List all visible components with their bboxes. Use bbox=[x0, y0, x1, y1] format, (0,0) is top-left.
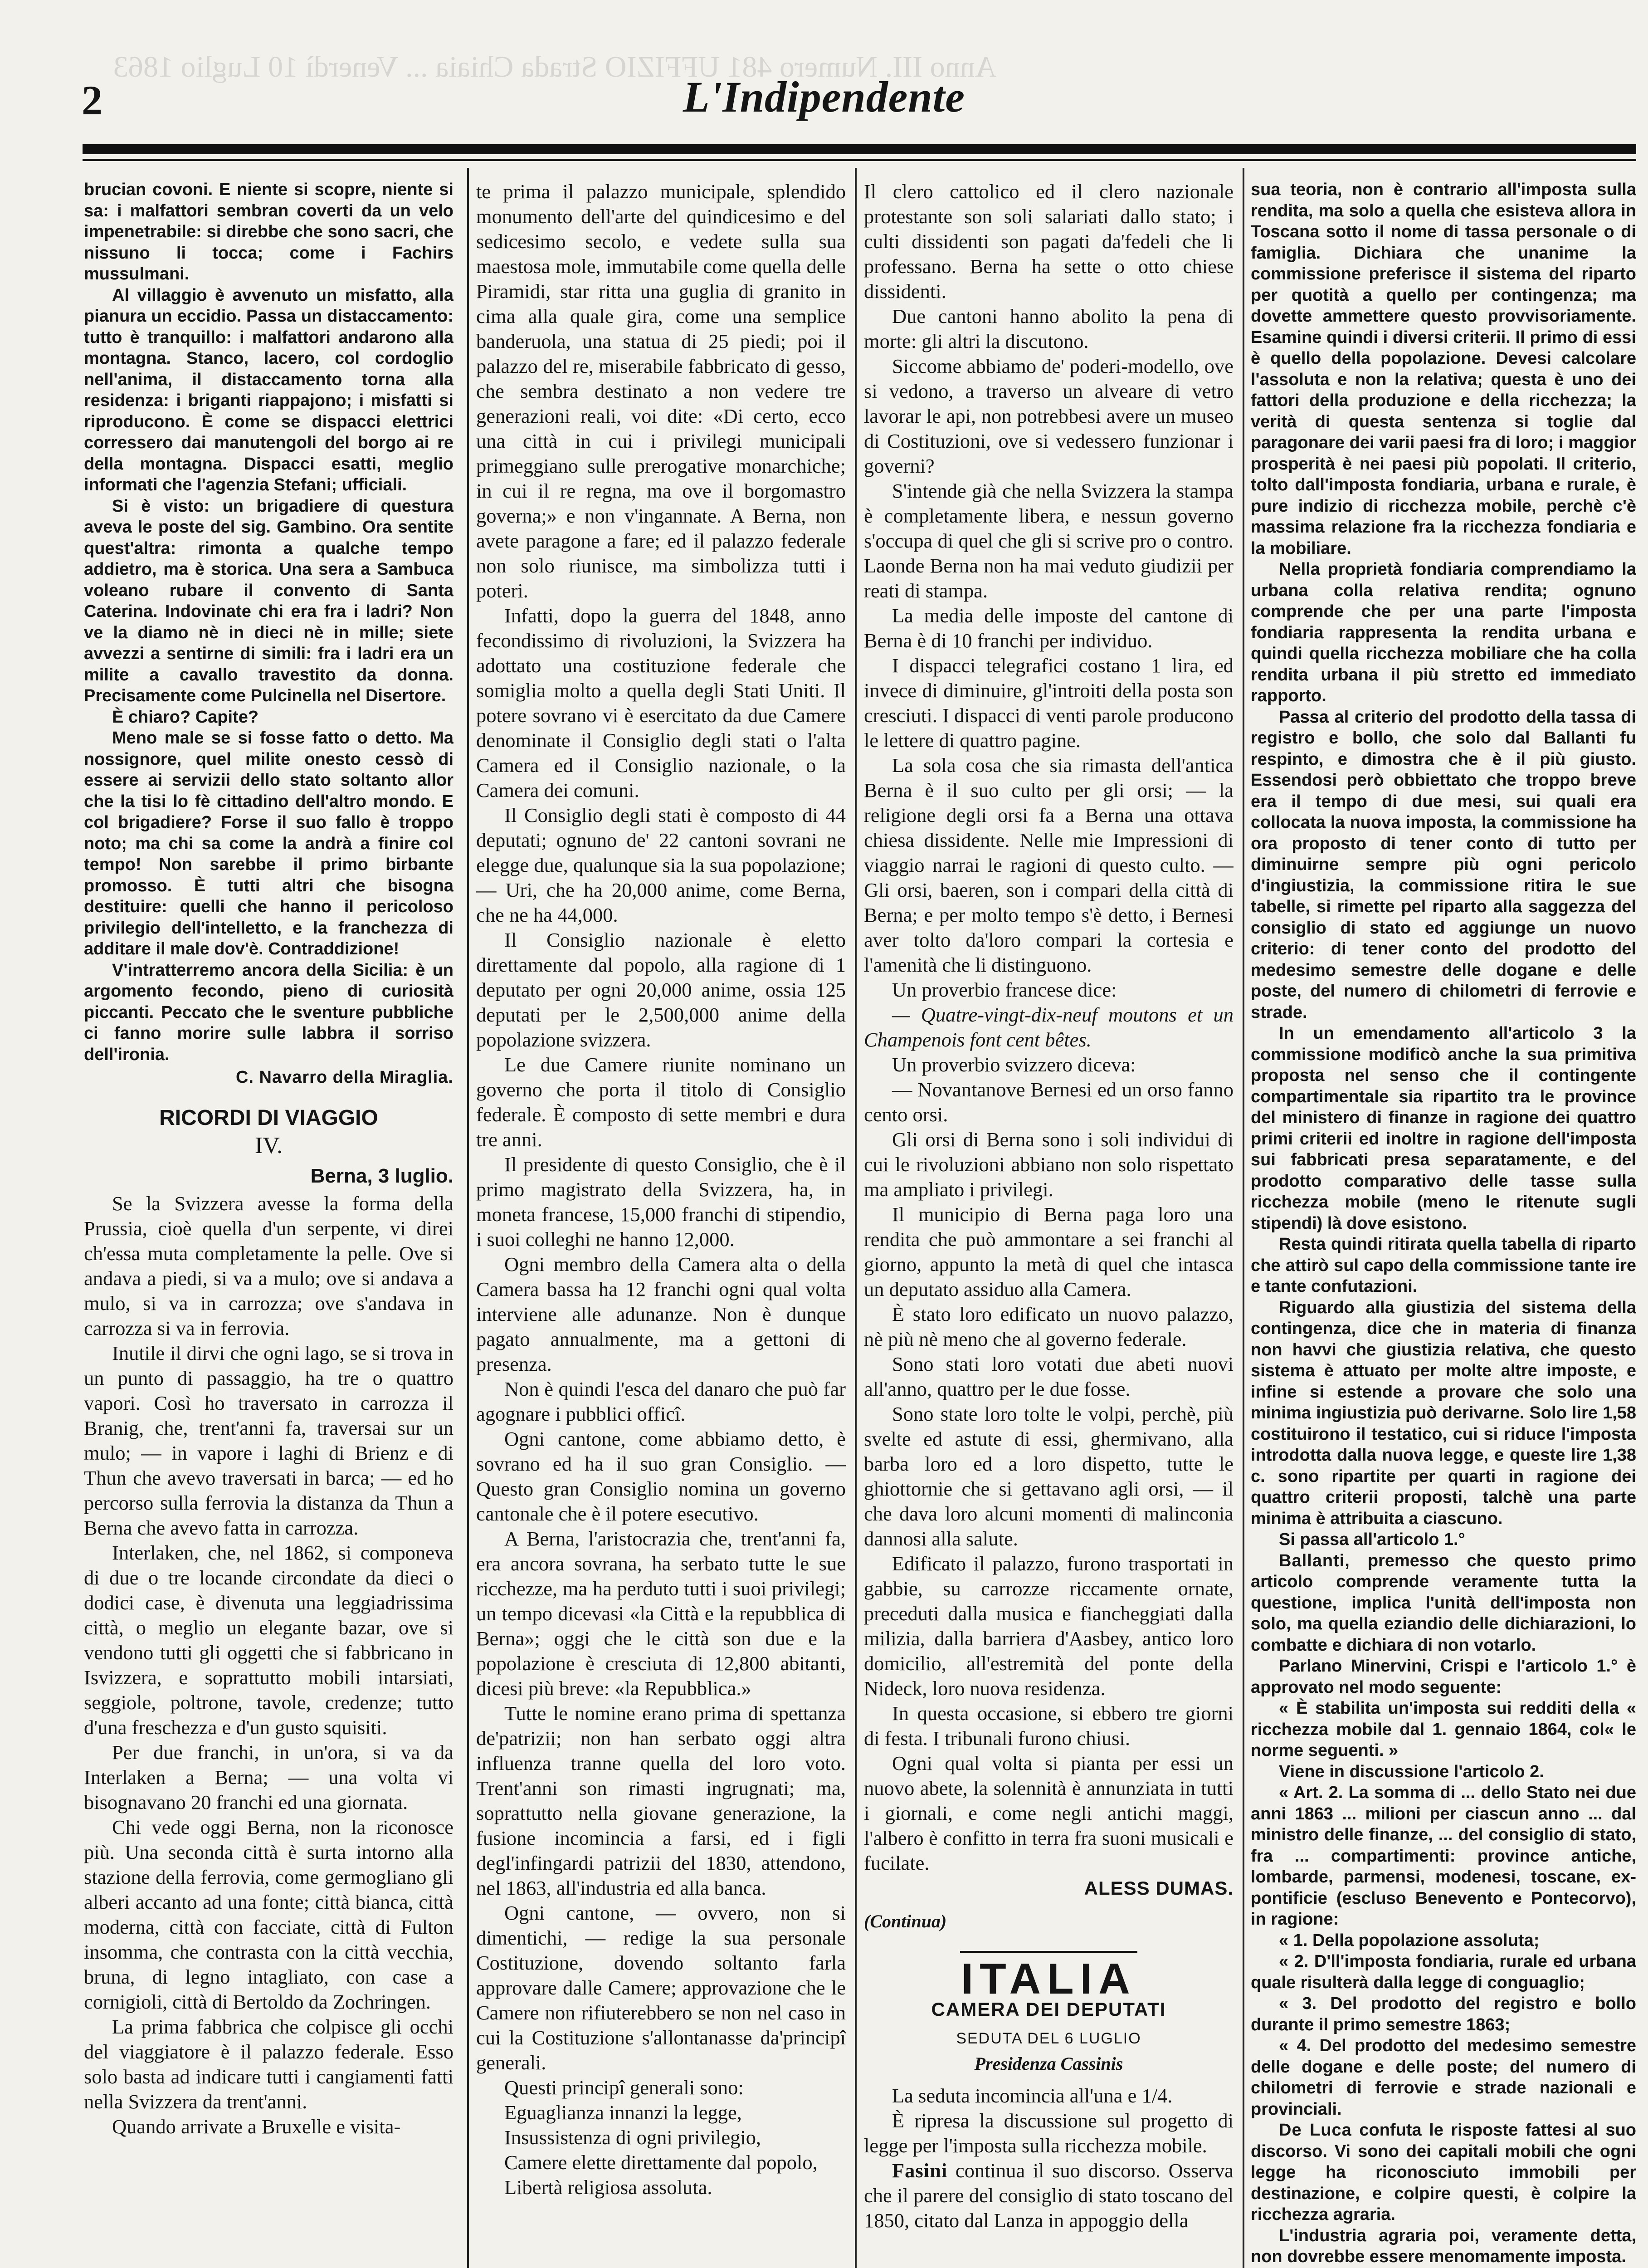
author-signature: ALESS DUMAS. bbox=[1084, 1877, 1234, 1899]
paragraph: È chiaro? Capite? bbox=[112, 707, 259, 727]
speaker-name: Fasini bbox=[892, 2159, 948, 2182]
paragraph: Nella proprietà fondiaria comprendiamo la urbana colla relativa rendita; ognuno comprende che per una parte l'imposta fondiaria rappresenta la rendita urbana e quindi quella ricchezza mobiliare che ha colla rendita urbana il più stretto ed immediato rapporto. bbox=[1251, 560, 1636, 705]
seduta-heading: SEDUTA DEL 6 LUGLIO bbox=[956, 2030, 1141, 2047]
paragraph: Gli orsi di Berna sono i soli individui di cui le rivoluzioni abbiano non solo rispettato ma ampliato i privilegi. bbox=[864, 1128, 1234, 1201]
column-1 bbox=[84, 179, 453, 2268]
paragraph: Libertà religiosa assoluta. bbox=[504, 2176, 712, 2199]
quote-swiss-proverb: — Novantanove Bernesi ed un orso fanno cento orsi. bbox=[864, 1078, 1234, 1126]
paragraph: Infatti, dopo la guerra del 1848, anno fecondissimo di rivoluzioni, la Svizzera ha adottato una costituzione federale che somiglia molto a quella degli Stati Uniti. Il potere sovrano vi è esercitato da due Camere denominate il Consiglio degli stati o l'alta Camera ed il Consiglio nazionale, o la Camera dei comuni. bbox=[476, 604, 846, 802]
paragraph: Viene in discussione l'articolo 2. bbox=[1279, 1762, 1544, 1781]
presidenza-heading: Presidenza Cassinis bbox=[974, 2053, 1123, 2074]
article-quote: « Art. 2. La somma di ... dello Stato nei due anni 1863 ... milioni per ciascun anno ... dal ministro delle finanze, ... del consiglio di stato, fra ... compartimenti: province antiche, lombarde, parmensi, modenesi, toscane, ex-pontificie (escluso Benevento e Pontecorvo), in ragione: bbox=[1251, 1783, 1636, 1929]
article-quote: « È stabilita un'imposta sui redditi della « ricchezza mobile dal 1. gennaio 1864, col« le norme seguenti. » bbox=[1251, 1699, 1636, 1760]
section-number: IV. bbox=[254, 1133, 283, 1158]
paragraph: Al villaggio è avvenuto un misfatto, alla pianura un eccidio. Passa un distaccamento: tutto è tranquillo: i malfattori andarono alla montagna. Stanco, lacero, col cordoglio nell'anima, il distaccamento torna alla residenza: i briganti riappajono; i misfatti si riproducono. È come se dispacci elettrici corressero dai manutengoli del borgo ai re della montagna. Dispacci esatti, meglio informati che l'agenzia Stefani; ufficiali. bbox=[84, 285, 453, 494]
paragraph: In questa occasione, si ebbero tre giorni di festa. I tribunali furono chiusi. bbox=[864, 1702, 1234, 1750]
paragraph: Ogni cantone, come abbiamo detto, è sovrano ed ha il suo gran Consiglio. — Questo gran Consiglio nomina un governo cantonale che è il potere esecutivo. bbox=[476, 1427, 846, 1525]
paragraph: L'industria agraria poi, veramente detta, non dovrebbe essere menomamente imposta. bbox=[1251, 2226, 1636, 2266]
column-divider bbox=[855, 168, 857, 2268]
paragraph: La media delle imposte del cantone di Berna è di 10 franchi per individuo. bbox=[864, 604, 1234, 652]
quote-french-proverb: — Quatre-vingt-dix-neuf moutons et un Champenois font cent bêtes. bbox=[864, 1003, 1234, 1051]
list-item: « 3. Del prodotto del registro e bollo durante il primo semestre 1863; bbox=[1251, 1994, 1636, 2034]
section-title: RICORDI DI VIAGGIO bbox=[159, 1106, 378, 1130]
list-item: « 2. D'll'imposta fondiaria, rurale ed urbana quale risulterà dalla legge di conguaglio; bbox=[1251, 1952, 1636, 1992]
speaker-name: Ballanti, bbox=[1279, 1551, 1350, 1570]
paragraph: Sono state loro tolte le volpi, perchè, più svelte ed astute di essi, ghermivano, alla barba loro ed a loro dispetto, tutte le ghiottornie che si gettavano agli orsi, — il che dava loro alcuni momenti di malinconia dannosi alla salute. bbox=[864, 1403, 1234, 1550]
paragraph: Parlano Minervini, Crispi e l'articolo 1.° è approvato nel modo seguente: bbox=[1251, 1657, 1636, 1697]
continua-label: (Continua) bbox=[864, 1911, 947, 1931]
paragraph: Il presidente di questo Consiglio, che è il primo magistrato della Svizzera, ha, in moneta francese, 15,000 franchi di stipendio, i suoi colleghi ne hanno 12,000. bbox=[476, 1153, 846, 1251]
paragraph: De Luca confuta le risposte fattesi al suo discorso. Vi sono dei capitali mobili che ogni legge ha riconosciuto immobili per destinazione, e colpire questi, è colpire la ricchezza agraria. bbox=[1251, 2121, 1636, 2224]
paragraph: Per due franchi, in un'ora, si va da Interlaken a Berna; — una volta vi bisognavano 20 franchi ed una giornata. bbox=[84, 1741, 453, 1813]
paragraph: Si passa all'articolo 1.° bbox=[1279, 1530, 1465, 1549]
speaker-name: De Luca bbox=[1279, 2121, 1352, 2140]
paragraph: Passa al criterio del prodotto della tassa di registro e bollo, che solo dal Ballanti fu respinto, e dimostra che è il più giusto. Essendosi però obbiettato che troppo breve era il tempo di due mesi, sui quali era collocata la nuova imposta, la commissione ha ora proposto di tener conto di tutto per diminuirne sempre più ogni pericolo d'ingiustizia, la commissione ritira le sue tabelle, si rimette pel riparto alla saggezza del consiglio di stato ed aggiunge un nuovo criterio: di tener conto del prodotto del medesimo semestre delle dogane e delle poste, del numero di chilometri di ferrovie e strade. bbox=[1251, 707, 1636, 1022]
paragraph: È stato loro edificato un nuovo palazzo, nè più nè meno che al governo federale. bbox=[864, 1303, 1234, 1350]
paragraph: Le due Camere riunite nominano un governo che porta il titolo di Consiglio federale. È composto di sette membri e dura tre anni. bbox=[476, 1053, 846, 1151]
paragraph: Il municipio di Berna paga loro una rendita che può ammontare a sei franchi al giorno, appunto la metà di quel che intasca un deputato assiduo alla Camera. bbox=[864, 1203, 1234, 1300]
paragraph: S'intende già che nella Svizzera la stampa è completamente libera, e nessun governo s'occupa di quel che gli si scrive pro o contro. Laonde Berna non ha mai veduto giudizii per reati di stampa. bbox=[864, 479, 1234, 602]
paragraph: Se la Svizzera avesse la forma della Prussia, cioè quella d'un serpente, vi direi ch'essa muta completamente la pelle. Ove si andava a piedi, si va a mulo; ove si andava a mulo, si va in carrozza; ove s'andava in carrozza si va in ferrovia. bbox=[84, 1192, 453, 1339]
column-3 bbox=[864, 179, 1234, 2268]
paragraph: Siccome abbiamo de' poderi-modello, ove si vedono, a traverso un alveare di vetro lavorar le api, non potrebbesi avere un museo di Costituzioni, ove si vedessero funzionar i governi? bbox=[864, 355, 1234, 477]
column-2 bbox=[476, 179, 846, 2268]
column-divider bbox=[1243, 168, 1244, 2268]
author-signature: C. Navarro della Miraglia. bbox=[235, 1068, 453, 1087]
paragraph: Ogni qual volta si pianta per essi un nuovo abete, la solennità è annunziata in tutti i giornali, e come negli antichi maggi, l'albero è confitto in terra fra suoni musicali e fucilate. bbox=[864, 1752, 1234, 1874]
column-divider bbox=[467, 168, 469, 2268]
paragraph: Quando arrivate a Bruxelle e visita- bbox=[112, 2115, 401, 2138]
sicily-article bbox=[84, 179, 453, 1065]
divider bbox=[960, 1951, 1137, 1953]
list-item: « 1. Della popolazione assoluta; bbox=[1279, 1931, 1540, 1950]
paragraph: Interlaken, che, nel 1862, si componeva di due o tre locande circondate da dieci o dodici case, è divenuta una leggiadrissima città, o meglio un elegante bazar, ove si vendono tutti gli oggetti che si fabbricano in Isvizzera, e soprattutto mobili intarsiati, seggiole, poltrone, tavole, credenze; tutto d'una freschezza e d'un gusto squisiti. bbox=[84, 1541, 453, 1739]
paragraph: Chi vede oggi Berna, non la riconosce più. Una seconda città è surta intorno alla stazione della ferrovia, come germogliano gli alberi accanto ad una fonte; città bianca, città moderna, città con facciate, città di Fulton insomma, che contrasta con la città vecchia, bruna, di legno intagliato, con case a cornigioli, città di Bertoldo da Zochringen. bbox=[84, 1816, 453, 2013]
paragraph: Ogni membro della Camera alta o della Camera bassa ha 12 franchi ogni qual volta interviene alle adunanze. Non è dunque pagato annualmente, ma a gettoni di presenza. bbox=[476, 1253, 846, 1375]
paragraph: Ogni cantone, — ovvero, non si dimentichi, — redige la sua personale Costituzione, dovendo soltanto farla approvare dalle Camere; approvazione che le Camere non rifiuterebbero se non nel caso in cui la Costituzione s'allontanasse da'principî generali. bbox=[476, 1901, 846, 2074]
paragraph: Eguaglianza innanzi la legge, bbox=[504, 2101, 742, 2124]
paragraph: te prima il palazzo municipale, splendido monumento dell'arte del quindicesimo e del sedicesimo secolo, e vedete sulla sua maestosa mole, immutabile come quella delle Piramidi, star ritta una guglia di granito in cima alla quale gira, come una semplice banderuola, una statua di 25 piedi; poi il palazzo del re, miserabile fabbricato di gesso, che sembra destinato a non vedere tre generazioni reali, voi dite: «Di certo, ecco una città in cui i privilegi municipali primeggiano sulle prerogative monarchiche; in cui il re regna, ma ove il borgomastro governa;» e non v'ingannate. A Berna, non avete paragone a fare; ed il palazzo federale non solo riunisce, ma simbolizza tutti i poteri. bbox=[476, 180, 846, 602]
paragraph: Insussistenza di ogni privilegio, bbox=[504, 2126, 761, 2149]
paragraph: Camere elette direttamente dal popolo, bbox=[504, 2151, 818, 2174]
paragraph: A Berna, l'aristocrazia che, trent'anni fa, era ancora sovrana, ha serbato tutte le sue ricchezze, ma ha perduto tutti i suoi privilegi; un tempo dicevasi «la Città e la repubblica di Berna»; oggi che le città son due e la popolazione è cresciuta di 12,800 abitanti, dicesi più breve: «la Repubblica.» bbox=[476, 1527, 846, 1700]
paragraph: Edificato il palazzo, furono trasportati in gabbie, su carrozze riccamente ornate, preceduti dalla musica e fiancheggiati dalla milizia, dalla barriera d'Aasbey, antico loro domicilio, all'estremità del ponte della Nideck, loro nuova residenza. bbox=[864, 1552, 1234, 1700]
paragraph: Riguardo alla giustizia del sistema della contingenza, dice che in materia di finanza non havvi che giustizia relativa, che questo sistema è attuato per molte altre imposte, e infine si estende a provare che solo una minima ingiustizia può derivarne. Solo lire 1,58 costituirono il testatico, cui si riduce l'imposta introdotta dalla nuova legge, e queste lire 1,38 c. sono ripartite per quarti in ragione dei quattro criterii proposti, talchè una parte minima è attribuita a ciascuno. bbox=[1251, 1298, 1636, 1528]
paragraph: Tutte le nomine erano prima di spettanza de'patrizii; non han serbato oggi altra influenza tranne quella del loro voto. Trent'anni son rimasti ingrugnati; ma, soprattutto nella giovane generazione, la fusione incomincia a farsi, ed i figli degl'infingardi patrizii del 1830, attendono, nel 1863, all'industria ed alla banca. bbox=[476, 1702, 846, 1899]
paragraph: Inutile il dirvi che ogni lago, se si trova in un punto di passaggio, ha tre o quattro vapori. Così ho traversato in carrozza il Branig, che, trent'anni fa, traversai sur un mulo; — in vapore i laghi di Brienz e di Thun che avevo traversati in barca; — ed ho percorso sulla ferrovia la distanza da Thun a Berna che avevo fatta in carrozza. bbox=[84, 1342, 453, 1539]
paragraph: La seduta incomincia all'una e 1/4. bbox=[892, 2084, 1173, 2107]
paragraph: Si è visto: un brigadiere di questura aveva le poste del sig. Gambino. Ora sentite quest'altra: rimonta a qualche tempo addietro, ma è storica. Una sera a Sambuca voleano rubare il convento di Santa Caterina. Indovinate chi era fra i ladri? Non ve la diamo nè in dieci nè in mille; siete avvezzi a sentirne di simili: fra i ladri era un milite a cavallo travestito da donna. Precisamente come Pulcinella nel Disertore. bbox=[84, 496, 453, 705]
camera-heading: CAMERA DEI DEPUTATI bbox=[931, 1999, 1166, 2020]
paragraph: Il Consiglio nazionale è eletto direttamente dal popolo, alla ragione di 1 deputato per ogni 20,000 anime, ossia 125 deputati per le 2,500,000 anime della popolazione svizzera. bbox=[476, 929, 846, 1051]
paragraph: Fasini continua il suo discorso. Osserva che il parere del consiglio di stato toscano del 1850, citato dal Lanza in appoggio della bbox=[864, 2159, 1234, 2232]
page-number: 2 bbox=[82, 77, 102, 123]
header-rule-thin bbox=[83, 159, 1636, 161]
paragraph: Questi principî generali sono: bbox=[504, 2076, 744, 2099]
section-heading-italia: ITALIA bbox=[961, 1955, 1136, 2003]
paragraph: Un proverbio svizzero diceva: bbox=[892, 1053, 1136, 1076]
paragraph: La sola cosa che sia rimasta dell'antica Berna è il suo culto per gli orsi; — la religione degli orsi fa a Berna una ottava chiesa dissidente. Nelle mie Impressioni di viaggio narrai le ragioni di questo culto. — Gli orsi, baeren, son i compari della città di Berna; e per molto tempo s'è detto, i Bernesi aver tolto da'loro compari la cortesia e l'amenità che li distinguono. bbox=[864, 754, 1234, 976]
column-4 bbox=[1251, 179, 1636, 2268]
paragraph: V'intratterremo ancora della Sicilia: è un argomento fecondo, pieno di curiosità piccanti. Peccato che le sventure pubbliche ci fanno morire sulle labbra il sorriso dell'ironia. bbox=[84, 960, 453, 1064]
paragraph: sua teoria, non è contrario all'imposta sulla rendita, ma solo a quella che esisteva allora in Toscana sotto il nome di tassa personale o di famiglia. Dichiara che unanime la commissione preferisce il sistema del riparto per quotità a quello per contingenza; ma dovette ammettere questo provvisoriamente. Esamine quindi i diversi criterii. Il primo di essi è quello della popolazione. Devesi calcolare l'assoluta e non la relativa; questa è uno dei fattori della produzione e della ricchezza; la verità di questa sentenza si toglie dal paragonare dei varii paesi fra di loro; i maggior prosperità è nei paesi più popolati. Il criterio, tolto dall'imposta fondiaria, urbana e rurale, è pure indizio di ricchezza mobile, perchè c'è massima relazione fra la ricchezza fondiaria e la mobiliare. bbox=[1251, 180, 1636, 558]
paragraph: Non è quindi l'esca del danaro che può far agognare i pubblici officî. bbox=[476, 1378, 846, 1425]
dateline: Berna, 3 luglio. bbox=[310, 1165, 453, 1187]
paragraph: In un emendamento all'articolo 3 la commissione modificò anche la sua primitiva proposta nel senso che il contingente compartimentale sia ripartito tra le province del ministero di finanze in ragione dei quattro primi criterii ed inoltre in ragione dell'imposta sui fabbricati presa separatamente, e del prodotto comparativo delle tasse sulla ricchezza mobile (meno le ritenute sugli stipendi) là dove esistono. bbox=[1251, 1024, 1636, 1233]
paragraph: È ripresa la discussione sul progetto di legge per l'imposta sulla ricchezza mobile. bbox=[864, 2109, 1234, 2157]
paragraph: Sono stati loro votati due abeti nuovi all'anno, quattro per le due fosse. bbox=[864, 1353, 1234, 1400]
paragraph: I dispacci telegrafici costano 1 lira, ed invece di diminuire, gl'introiti della posta son cresciuti. I dispacci di venti parole producono le lettere di quattro pagine. bbox=[864, 654, 1234, 752]
paragraph: brucian covoni. E niente si scopre, niente si sa: i malfattori sembran coverti da un velo impenetrabile: si direbbe che sono sacri, che nissuno li tocca; come i Fachirs mussulmani. bbox=[84, 180, 453, 284]
paragraph: Il clero cattolico ed il clero nazionale protestante son soli salariati dallo stato; i culti dissidenti son pagati da'fedeli che li professano. Berna ha sette o otto chiese dissidenti. bbox=[864, 180, 1234, 303]
paragraph: Un proverbio francese dice: bbox=[892, 978, 1117, 1001]
header-rule-thick bbox=[83, 144, 1636, 154]
paragraph: Resta quindi ritirata quella tabella di riparto che attirò sul capo della commissione tante ire e tante confutazioni. bbox=[1251, 1235, 1636, 1296]
paragraph: Due cantoni hanno abolito la pena di morte: gli altri la discutono. bbox=[864, 305, 1234, 352]
bleed-through-text: Anno III. Numero 481 UFFIZIO Strada Chiaia ... Venerdì 10 Luglio 1863 bbox=[113, 50, 997, 83]
paragraph: Meno male se si fosse fatto o detto. Ma nossignore, quel milite onesto cessò di essere ai servizii dello stato soltanto allor che la tisi lo fè cittadino dell'altro mondo. E col brigadiere? Forse il suo fallo è troppo noto; ma chi sa come la andrà a finire col tempo! Non sarebbe il primo birbante promosso. È tutti altri che bisogna destituire: quelli che hanno il pericoloso privilegio dell'intelletto, e la franchezza di additare il male dov'è. Contraddizione! bbox=[84, 728, 453, 958]
list-item: « 4. Del prodotto del medesimo semestre delle dogane e delle poste; del numero di chilometri di ferrovie e strade nazionali e provinciali. bbox=[1251, 2036, 1636, 2119]
paragraph: La prima fabbrica che colpisce gli occhi del viaggiatore è il palazzo federale. Esso solo basta ad indicare tutti i cangiamenti fatti nella Svizzera da trent'anni. bbox=[84, 2015, 453, 2113]
paragraph: Ballanti, premesso che questo primo articolo comprende veramente tutta la questione, implica l'unità dell'imposta non solo, ma quella eziandio delle dichiarazioni, lo combatte e dichiara di non votarlo. bbox=[1251, 1551, 1636, 1655]
paragraph: Il Consiglio degli stati è composto di 44 deputati; ognuno de' 22 cantoni sovrani ne elegge due, qualunque sia la sua popolazione; — Uri, che ha 20,000 anime, come Berna, che ne ha 44,000. bbox=[476, 804, 846, 926]
masthead: L'Indipendente bbox=[683, 73, 965, 121]
